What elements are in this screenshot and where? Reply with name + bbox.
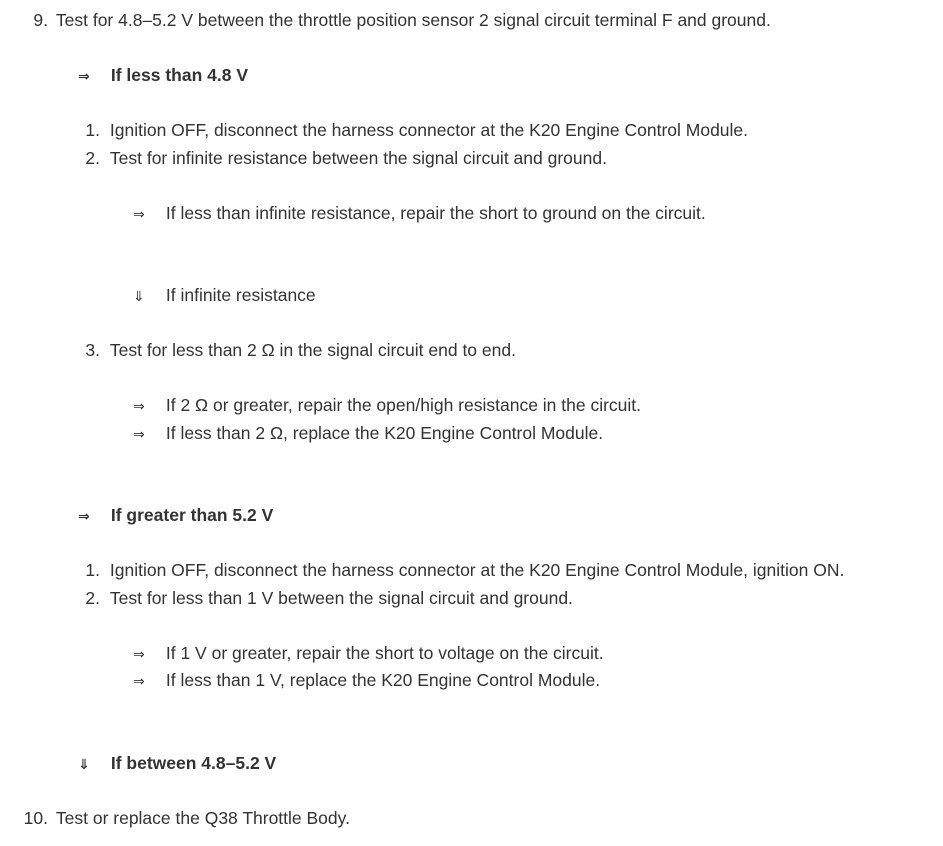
step-9 (26, 9, 771, 31)
branch-label: If greater than 5.2 V (110, 505, 274, 525)
result-item (133, 422, 603, 446)
right-arrow-icon: ⇒ (133, 399, 145, 415)
branch-heading-less-than-4-8 (78, 64, 248, 88)
result-text: If 2 Ω or greater, repair the open/high resistance in the circuit. (165, 395, 642, 415)
step-text: Test for infinite resistance between the signal circuit and ground. (109, 148, 607, 168)
result-item (133, 394, 641, 418)
step-number: 10. (23, 808, 48, 828)
right-arrow-icon: ⇒ (78, 69, 90, 85)
branch-label: If between 4.8–5.2 V (110, 753, 277, 773)
step-text: Ignition OFF, disconnect the harness connector at the K20 Engine Control Module, ignition ON. (109, 560, 845, 580)
right-arrow-icon: ⇒ (78, 509, 90, 525)
result-item (133, 202, 706, 226)
result-text: If less than 2 Ω, replace the K20 Engine Control Module. (165, 423, 604, 443)
right-arrow-icon: ⇒ (133, 674, 145, 690)
step-number: 1. (85, 120, 100, 140)
step-text: Test for 4.8–5.2 V between the throttle position sensor 2 signal circuit terminal F and ground. (55, 10, 771, 30)
step-text: Test or replace the Q38 Throttle Body. (55, 808, 350, 828)
right-arrow-icon: ⇒ (133, 207, 145, 223)
result-text: If less than infinite resistance, repair the short to ground on the circuit. (165, 203, 706, 223)
step-text: Test for less than 2 Ω in the signal circuit end to end. (109, 340, 516, 360)
down-arrow-icon: ⇓ (133, 289, 145, 305)
down-arrow-icon: ⇓ (78, 757, 90, 773)
substep-2 (80, 587, 573, 609)
branch-label: If less than 4.8 V (110, 65, 249, 85)
substep-1 (80, 559, 844, 581)
substep-2 (80, 147, 607, 169)
result-item (133, 642, 604, 666)
result-text: If 1 V or greater, repair the short to voltage on the circuit. (165, 643, 604, 663)
result-item (133, 284, 316, 308)
step-number: 9. (33, 10, 48, 30)
result-item (133, 669, 600, 693)
substep-3 (80, 339, 516, 361)
result-text: If infinite resistance (165, 285, 316, 305)
step-text: Ignition OFF, disconnect the harness connector at the K20 Engine Control Module. (109, 120, 749, 140)
step-10 (18, 807, 350, 829)
branch-heading-greater-than-5-2 (78, 504, 273, 528)
step-number: 1. (85, 560, 100, 580)
result-text: If less than 1 V, replace the K20 Engine Control Module. (165, 670, 601, 690)
step-number: 2. (85, 588, 100, 608)
right-arrow-icon: ⇒ (133, 427, 145, 443)
substep-1 (80, 119, 748, 141)
branch-heading-between (78, 752, 276, 776)
step-text: Test for less than 1 V between the signal circuit and ground. (109, 588, 573, 608)
right-arrow-icon: ⇒ (133, 647, 145, 663)
step-number: 2. (85, 148, 100, 168)
step-number: 3. (85, 340, 100, 360)
